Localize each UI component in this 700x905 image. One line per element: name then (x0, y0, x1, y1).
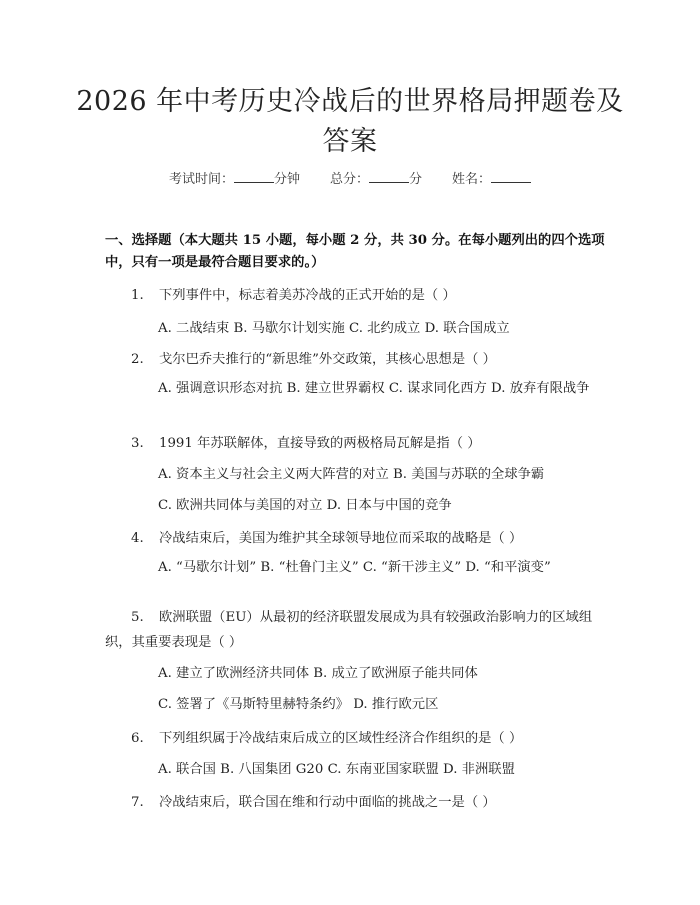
question-number: 3. (131, 436, 144, 451)
question-stem: 冷战结束后，美国为维护其全球领导地位而采取的战略是（ ） (159, 531, 523, 546)
question-number: 4. (131, 531, 144, 546)
exam-meta (0, 168, 700, 187)
question-stem: 下列事件中，标志着美苏冷战的正式开始的是（ ） (159, 288, 456, 303)
page-title: 2026 年中考历史冷战后的世界格局押题卷及答案 (76, 86, 624, 157)
question-3-option-line-2: C. 欧洲共同体与美国的对立 D. 日本与中国的竞争 (158, 498, 452, 513)
question-2 (105, 348, 605, 367)
time-unit: 分钟 (273, 172, 300, 187)
score-unit: 分 (409, 172, 423, 187)
time-label: 考试时间： (168, 172, 234, 187)
score-blank (369, 170, 409, 183)
question-1 (105, 284, 605, 303)
question-5 (105, 605, 605, 655)
question-3 (105, 432, 605, 451)
question-stem: 欧洲联盟（EU）从最初的经济联盟发展成为具有较强政治影响力的区域组织，其重要表现是（ ） (105, 610, 593, 650)
question-5-option-line-1: A. 建立了欧洲经济共同体 B. 成立了欧洲原子能共同体 (158, 666, 478, 681)
time-blank (234, 170, 274, 183)
question-number: 7. (131, 795, 144, 810)
score-label: 总分： (329, 172, 369, 187)
question-number: 5. (131, 610, 144, 625)
question-5-option-line-2: C. 签署了《马斯特里赫特条约》 D. 推行欧元区 (158, 697, 439, 712)
question-3-option-line-1: A. 资本主义与社会主义两大阵营的对立 B. 美国与苏联的全球争霸 (158, 467, 545, 482)
question-7 (105, 791, 605, 810)
question-2-options: A. 强调意识形态对抗 B. 建立世界霸权 C. 谋求同化西方 D. 放弃有限战争 (158, 381, 590, 396)
question-number: 2. (131, 352, 144, 367)
question-stem: 1991 年苏联解体，直接导致的两极格局瓦解是指（ ） (159, 436, 481, 451)
question-4-options: A. “马歇尔计划” B. “杜鲁门主义” C. “新干涉主义” D. “和平演变” (158, 560, 551, 575)
question-6-options: A. 联合国 B. 八国集团 G20 C. 东南亚国家联盟 D. 非洲联盟 (158, 762, 515, 777)
question-stem: 冷战结束后，联合国在维和行动中面临的挑战之一是（ ） (159, 795, 496, 810)
question-number: 1. (131, 288, 144, 303)
question-stem: 戈尔巴乔夫推行的“新思维”外交政策，其核心思想是（ ） (159, 352, 496, 367)
question-6 (105, 727, 605, 746)
question-4 (105, 527, 605, 546)
question-stem: 下列组织属于冷战结束后成立的区域性经济合作组织的是（ ） (159, 731, 523, 746)
section-heading: 一、选择题（本大题共 15 小题，每小题 2 分，共 30 分。在每小题列出的四个选项中，只有一项是最符合题目要求的。） (105, 233, 605, 270)
question-1-options: A. 二战结束 B. 马歇尔计划实施 C. 北约成立 D. 联合国成立 (158, 321, 510, 336)
name-blank (491, 170, 531, 183)
question-number: 6. (131, 731, 144, 746)
name-label: 姓名： (452, 172, 492, 187)
